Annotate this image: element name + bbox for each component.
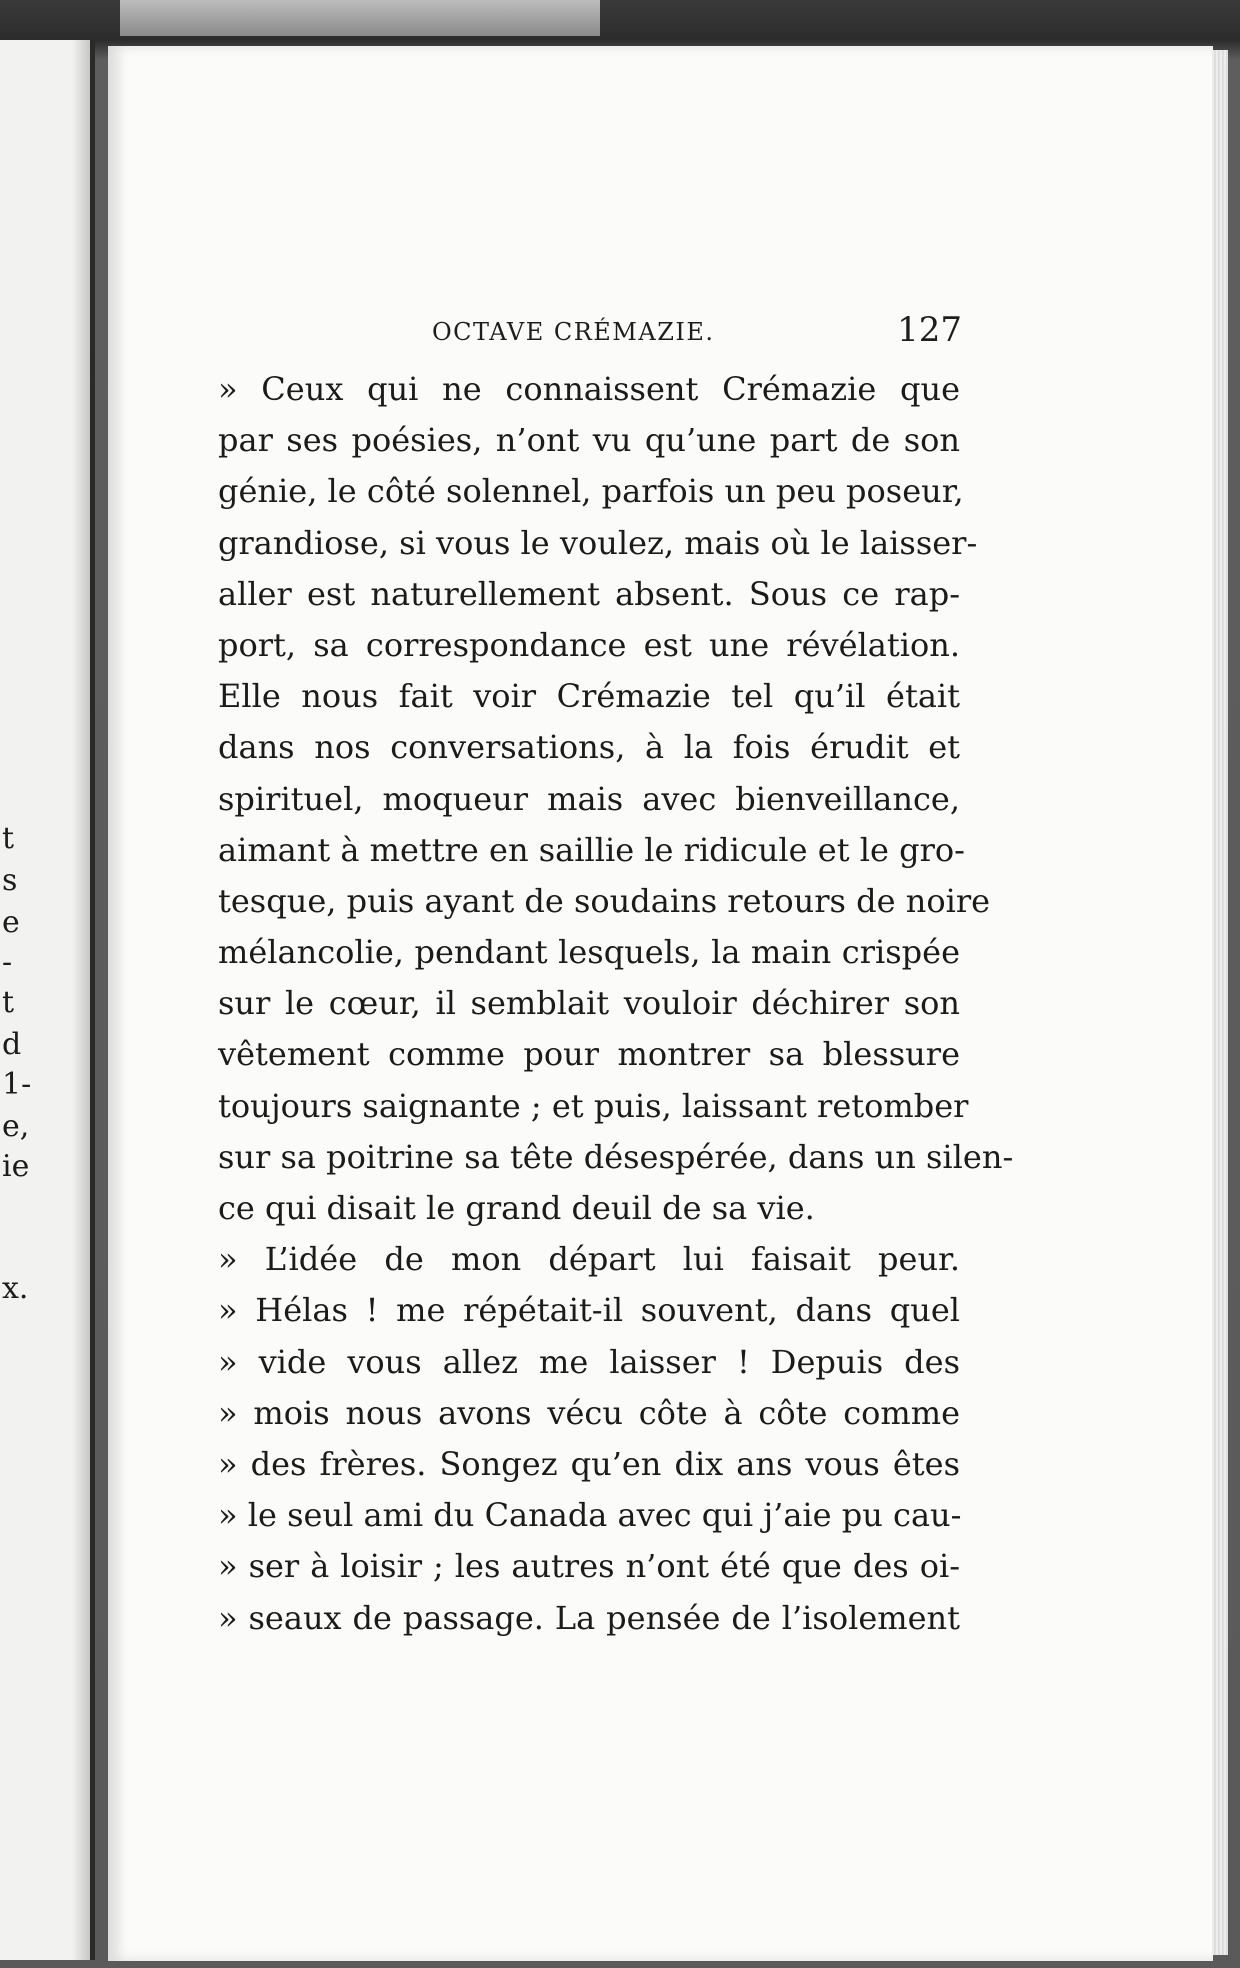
text-line: » L’idée de mon départ lui faisait peur. — [218, 1240, 960, 1279]
spine-shadow — [72, 40, 90, 1960]
left-page-edge — [0, 40, 95, 1960]
text-line: aimant à mettre en saillie le ridicule et le gro- — [218, 830, 965, 869]
left-page-fragment: e — [2, 905, 20, 940]
text-line: dans nos conversations, à la fois érudit et — [218, 728, 960, 767]
running-title: OCTAVE CRÉMAZIE. — [432, 318, 715, 346]
text-line: aller est naturellement absent. Sous ce rap- — [218, 574, 960, 613]
page-stack-edge — [1212, 50, 1228, 1955]
paragraph — [218, 1234, 960, 1644]
text-line: » mois nous avons vécu côte à côte comme — [218, 1393, 960, 1432]
text-line: » vide vous allez me laisser ! Depuis des — [218, 1342, 960, 1381]
body-text — [218, 364, 1014, 1644]
left-page-fragment: t — [2, 821, 15, 856]
left-page-fragment: e, — [2, 1109, 30, 1144]
page-number: 127 — [897, 310, 962, 350]
text-line: grandiose, si vous le voulez, mais où le laisser- — [218, 523, 978, 562]
text-line: ce qui disait le grand deuil de sa vie. — [218, 1189, 815, 1227]
text-line: » le seul ami du Canada avec qui j’aie pu cau- — [218, 1496, 962, 1535]
text-line: toujours saignante ; et puis, laissant retomber — [218, 1086, 969, 1125]
left-page-fragment: ie — [2, 1149, 30, 1184]
text-line: port, sa correspondance est une révélation. — [218, 625, 960, 664]
text-line: par ses poésies, n’ont vu qu’une part de son — [218, 421, 960, 460]
text-line: » Hélas ! me répétait-il souvent, dans quel — [218, 1291, 960, 1330]
left-page-fragment: d — [2, 1027, 22, 1062]
text-line: » des frères. Songez qu’en dix ans vous êtes — [218, 1444, 960, 1483]
text-line: tesque, puis ayant de soudains retours de noire — [218, 881, 991, 920]
text-line: » ser à loisir ; les autres n’ont été que des oi- — [218, 1547, 960, 1586]
text-line: spirituel, moqueur mais avec bienveillance, — [218, 779, 960, 818]
text-line: » seaux de passage. La pensée de l’isolement — [218, 1598, 960, 1637]
paragraph — [218, 364, 1014, 1234]
left-page-fragment: s — [2, 863, 18, 898]
text-line: » Ceux qui ne connaissent Crémazie que — [218, 370, 960, 408]
left-page-fragment: t — [2, 985, 15, 1020]
scan-top-strip — [120, 0, 600, 36]
text-line: vêtement comme pour montrer sa blessure — [218, 1035, 960, 1074]
page-header — [432, 310, 962, 356]
text-line: Elle nous fait voir Crémazie tel qu’il était — [218, 677, 960, 716]
left-page-fragment: 1- — [2, 1067, 32, 1102]
left-page-fragment: x. — [2, 1271, 29, 1306]
text-line: sur sa poitrine sa tête désespérée, dans un silen- — [218, 1137, 1014, 1176]
text-line: mélancolie, pendant lesquels, la main crispée — [218, 933, 960, 972]
text-line: génie, le côté solennel, parfois un peu poseur, — [218, 472, 964, 511]
left-page-fragment: - — [2, 945, 13, 980]
text-line: sur le cœur, il semblait vouloir déchirer son — [218, 984, 960, 1023]
